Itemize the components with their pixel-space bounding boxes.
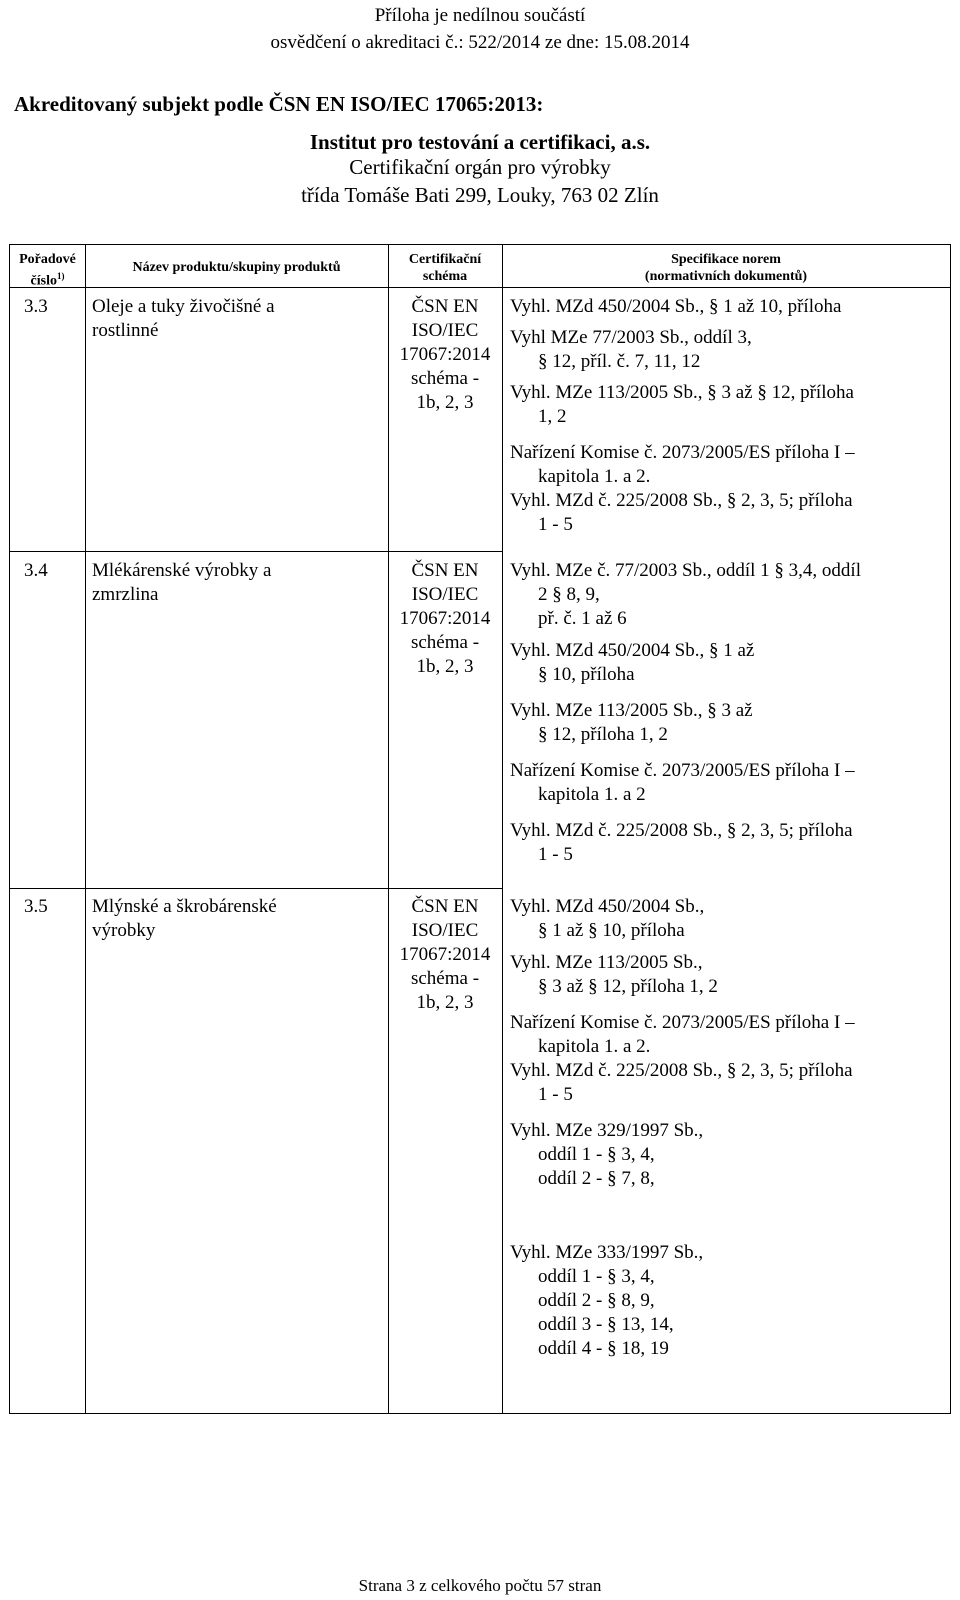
header-divider	[10, 287, 950, 288]
header-certification-scheme: Certifikační schéma	[408, 252, 482, 284]
appendix-line-2: osvědčení o akreditaci č.: 522/2014 ze dne: 15.08.2014	[270, 32, 690, 53]
product-name: Mlýnské a škrobárenské výrobky	[92, 896, 277, 941]
institute-address: třída Tomáše Bati 299, Louky, 763 02 Zlín	[301, 183, 659, 207]
appendix-line-1: Příloha je nedílnou součástí	[374, 5, 586, 26]
page-footer: Strana 3 z celkového počtu 57 stran	[358, 1576, 602, 1595]
header-order-number: Pořadové číslo$^{1)}$	[19, 252, 76, 289]
certification-scheme: ČSN EN ISO/IEC 17067:2014 schéma - 1b, 2, 3	[399, 560, 491, 677]
header-product-name: Název produktu/skupiny produktů	[132, 260, 341, 275]
row-number: 3.3	[24, 296, 48, 317]
product-name: Mlékárenské výrobky a zmrzlina	[92, 560, 272, 605]
row-number: 3.4	[24, 560, 48, 581]
row-number: 3.5	[24, 896, 48, 917]
column-divider	[388, 245, 389, 1413]
certification-body: Certifikační orgán pro výrobky	[349, 155, 611, 179]
product-name: Oleje a tuky živočišné a rostlinné	[92, 296, 275, 341]
column-divider	[502, 245, 503, 1413]
specification-list: Vyhl. MZd 450/2004 Sb., § 1 až § 10, příloha Vyhl. MZe 113/2005 Sb., § 3 až § 12, příloha 1, 2 Nařízení Komise č. 2073/2005/ES příloha I – kapitola 1. a 2. Vyhl. MZd č. 225/2008 Sb., § 2, 3, 5; příloha 1 - 5 Vyhl. MZe 329/1997 Sb., oddíl 1 - § 3, 4, oddíl 2 - § 7, 8, Vyhl. MZe 333/1997 Sb., oddíl 1 - § 3, 4, oddíl 2 - § 8, 9, oddíl 3 - § 13, 14, oddíl 4 - § 18, 19	[510, 896, 855, 1359]
header-specifications: Specifikace norem (normativních dokumentů)	[644, 252, 808, 284]
specification-list: Vyhl. MZd 450/2004 Sb., § 1 až 10, příloha Vyhl MZe 77/2003 Sb., oddíl 3, § 12, příl. č. 7, 11, 12 Vyhl. MZe 113/2005 Sb., § 3 až § 12, příloha 1, 2 Nařízení Komise č. 2073/2005/ES příloha I – kapitola 1. a 2. Vyhl. MZd č. 225/2008 Sb., § 2, 3, 5; příloha 1 - 5	[510, 296, 855, 535]
scope-table	[9, 244, 951, 1414]
accredited-subject: Akreditovaný subjekt podle ČSN EN ISO/IEC 17065:2013:	[14, 92, 544, 116]
specification-list: Vyhl. MZe č. 77/2003 Sb., oddíl 1 § 3,4, oddíl 2 § 8, 9, př. č. 1 až 6 Vyhl. MZd 450/2004 Sb., § 1 až § 10, příloha Vyhl. MZe 113/2005 Sb., § 3 až § 12, příloha 1, 2 Nařízení Komise č. 2073/2005/ES příloha I – kapitola 1. a 2 Vyhl. MZd č. 225/2008 Sb., § 2, 3, 5; příloha 1 - 5	[510, 560, 861, 865]
certification-scheme: ČSN EN ISO/IEC 17067:2014 schéma - 1b, 2, 3	[399, 296, 491, 413]
row-divider	[10, 551, 502, 552]
certification-scheme: ČSN EN ISO/IEC 17067:2014 schéma - 1b, 2, 3	[399, 896, 491, 1013]
column-divider	[85, 245, 86, 1413]
row-divider	[10, 888, 502, 889]
institute-name: Institut pro testování a certifikaci, a.s.	[309, 130, 651, 154]
